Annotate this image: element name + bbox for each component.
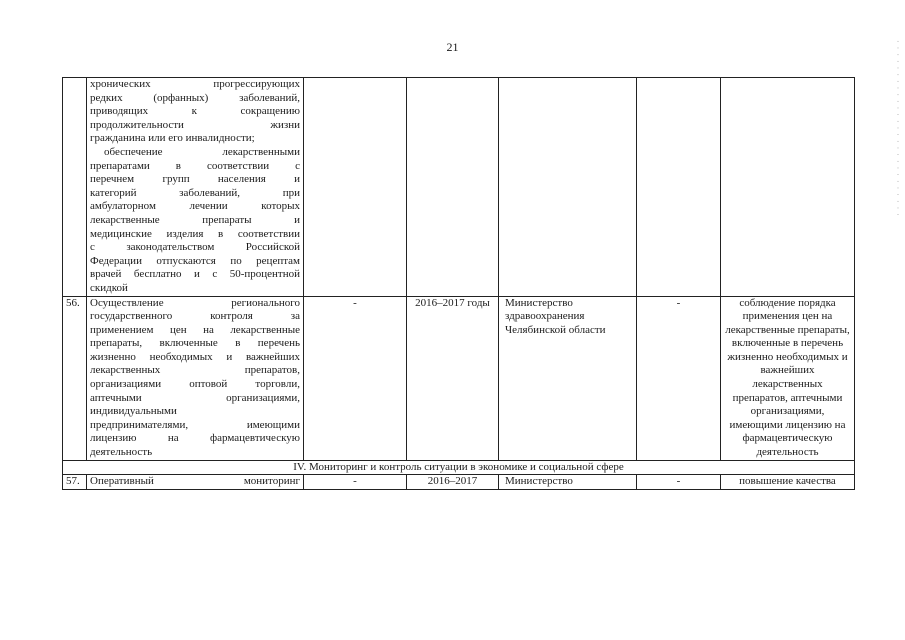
table-row-continuation bbox=[63, 78, 855, 297]
cell-indicator: - bbox=[637, 296, 721, 460]
table-row-57 bbox=[63, 475, 855, 490]
text-line: препаратами в соответствии с bbox=[90, 159, 300, 172]
cell-result: соблюдение порядка применения цен на лекарственные препараты, включенные в перечень жизненно необходимых и важнейших лекарственных препаратов, аптечными организациями, имеющими лицензию на фармацевтическую деятельность bbox=[721, 296, 855, 460]
cell-responsible: Министерство bbox=[499, 475, 637, 490]
cell-funding: - bbox=[304, 296, 407, 460]
text-line: применением цен на лекарственные bbox=[90, 323, 300, 336]
cell-period: 2016–2017 годы bbox=[407, 296, 499, 460]
cell-num bbox=[63, 78, 87, 297]
cell-result bbox=[721, 78, 855, 297]
text-line: Осуществление регионального bbox=[90, 296, 300, 309]
text-line: предпринимателями, имеющими bbox=[90, 418, 300, 431]
text-line: продолжительности жизни bbox=[90, 118, 300, 131]
text-line: обеспечение лекарственными bbox=[104, 145, 300, 158]
cell-responsible: Министерство здравоохранения Челябинской области bbox=[499, 296, 637, 460]
text-line: препараты, включенные в перечень bbox=[90, 337, 300, 350]
section-heading-row bbox=[63, 460, 855, 475]
text-line: перечнем групп населения и bbox=[90, 173, 300, 186]
text-line: аптечными организациями, bbox=[90, 391, 300, 404]
cell-period: 2016–2017 bbox=[407, 475, 499, 490]
text-line: организациями оптовой торговли, bbox=[90, 378, 300, 391]
table-row-56 bbox=[63, 296, 855, 460]
page-number: 21 bbox=[446, 40, 459, 54]
cell-measure-text bbox=[87, 296, 304, 460]
cell-measure-text: Оперативный мониторинг bbox=[87, 475, 304, 490]
cell-result: повышение качества bbox=[721, 475, 855, 490]
cell-period bbox=[407, 78, 499, 297]
text-line: хронических прогрессирующих bbox=[90, 78, 300, 90]
cell-num: 56. bbox=[63, 296, 87, 460]
text-line: приводящих к сокращению bbox=[90, 105, 300, 118]
cell-measure-text bbox=[87, 78, 304, 297]
text-line: жизненно необходимых и важнейших bbox=[90, 350, 300, 363]
cell-num: 57. bbox=[63, 475, 87, 490]
section-heading: IV. Мониторинг и контроль ситуации в экономике и социальной сфере bbox=[63, 460, 855, 475]
measures-table bbox=[62, 77, 855, 490]
text-line: врачей бесплатно и с 50-процентной bbox=[90, 268, 300, 281]
cell-indicator bbox=[637, 78, 721, 297]
text-line: категорий заболеваний, при bbox=[90, 186, 300, 199]
cell-responsible bbox=[499, 78, 637, 297]
text-line: лицензию на фармацевтическую bbox=[90, 432, 300, 445]
cell-funding: - bbox=[304, 475, 407, 490]
text-line: лекарственные препараты и bbox=[90, 213, 300, 226]
text-line: гражданина или его инвалидности; bbox=[90, 132, 255, 145]
text-line: медицинские изделия в соответствии bbox=[90, 227, 300, 240]
scan-artifact-marks: · · · · · · · · · · · · · · · · · · · · · · · · · · · bbox=[893, 40, 902, 217]
text-line: скидкой bbox=[90, 281, 128, 294]
text-line: государственного контроля за bbox=[90, 310, 300, 323]
cell-funding bbox=[304, 78, 407, 297]
text-line: деятельность bbox=[90, 446, 153, 459]
text-line: лекарственных препаратов, bbox=[90, 364, 300, 377]
text-line: Федерации отпускаются по рецептам bbox=[90, 254, 300, 267]
text-line: амбулаторном лечении которых bbox=[90, 200, 300, 213]
text-line: с законодательством Российской bbox=[90, 241, 300, 254]
cell-indicator: - bbox=[637, 475, 721, 490]
text-line: редких (орфанных) заболеваний, bbox=[90, 91, 300, 104]
text-line: индивидуальными bbox=[90, 405, 177, 418]
